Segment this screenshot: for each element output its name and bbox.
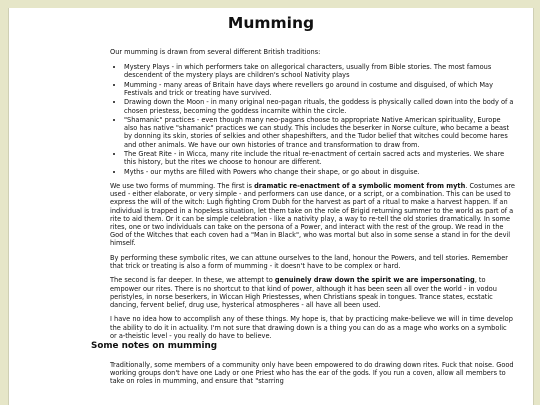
second-form-text-c: , to empower our rites. There is no shortcut to that kind of power, although it has been seen all over the world - in vodou peristyles, in norse beserkers, in Wiccan High Priestesses, when Christians speak in tongues. Trance states, ecstatic dancing, fervent belief, drug use, hysterical atmospheres - all have all been used. — [110, 276, 497, 309]
list-item: • "Shamanic" practices - even though many neo-pagans choose to appropriate Native American spirituality, Europe also has native "shamanic" practices we can study. This includes the beserker in Norse culture, who became a beast by donning its skin, stories of selkies and other shapeshifters, and the Tudor belief that witches could become hares and other animals. We have our own histories of trance and transformation to draw from. — [124, 116, 515, 149]
first-form-text-a: We use two forms of mumming. The first is — [110, 181, 255, 190]
intro-paragraph: Our mumming is drawn from several different British traditions: — [110, 48, 321, 56]
list-item: • Myths - our myths are filled with Powers who change their shape, or go about in disguise. — [124, 168, 515, 176]
second-form-emphasis: genuinely draw down the spirit we are impersonating — [274, 276, 475, 285]
closing-paragraph: I have no idea how to accomplish any of these things. My hope is, that by practicing make-believe we will in time develop the ability to do it in actuality. I'm not sure that drawing down is a thing you can do as a mage who works on a symbolic or a-theistic level - you really do have to believe. — [110, 315, 513, 340]
article-body — [110, 48, 515, 340]
symbolic-rites-paragraph: By performing these symbolic rites, we can attune ourselves to the land, honour the Powers, and tell stories. Remember that trick or treating is also a form of mumming - it doesn't have to be complex or hard. — [110, 253, 509, 270]
second-form-text-a: The second is far deeper. In these, we attempt to — [110, 276, 275, 285]
traditions-list — [110, 63, 515, 176]
first-form-text-c: . Costumes are used - either elaborate, or very simple - and performers can use dance, or a script, or a combination. This can be used to express the will of the witch: Lugh fighting Crom Dubh for the harvest as part of a ritual to make a harvest happen. If an individual is trapped in a hopeless situation, let them take on the role of Brigid returning summer to the world as part of a rite to aid them. Or it can be simple celebration - like a nativity play, a way to re-tell the old stories dramatically. In some rites, one or two individuals can take on the persona of a Power, and interact with the rest of the group. We read in the God of the Witches that each coven had a "Man in Black", who was mortal but also in some sense a stand in for the devil himself. — [110, 181, 515, 248]
list-item: • Mystery Plays - in which performers take on allegorical characters, usually from Bible stories. The most famous descendent of the mystery plays are children's school Nativity plays — [124, 63, 515, 79]
notes-body — [110, 361, 515, 386]
list-item: • The Great Rite - in Wicca, many rite include the ritual re-enactment of certain sacred acts and mysteries. We share this history, but the rites we choose to honour are different. — [124, 150, 515, 166]
page-title: Mumming — [227, 14, 315, 32]
page — [8, 8, 534, 405]
first-form-emphasis: dramatic re-enactment of a symbolic moment from myth — [254, 181, 466, 190]
notes-paragraph: Traditionally, some members of a community only have been empowered to do drawing down rites. Fuck that noise. Good working groups don't have one Lady or one Priest who has the ear of the gods. If you run a coven, allow all members to take on roles in mumming, and ensure that "starring — [110, 361, 514, 386]
first-form-paragraph — [110, 182, 515, 248]
second-form-paragraph — [110, 276, 515, 309]
list-item: • Mumming - many areas of Britain have days where revellers go around in costume and disguised, of which May Festivals and trick or treating have survived. — [124, 81, 515, 97]
list-item: • Drawing down the Moon - in many original neo-pagan rituals, the goddess is physically called down into the body of a chosen priestess, becoming the goddess incarnite within the circle. — [124, 98, 515, 114]
notes-heading: Some notes on mumming — [91, 341, 218, 351]
